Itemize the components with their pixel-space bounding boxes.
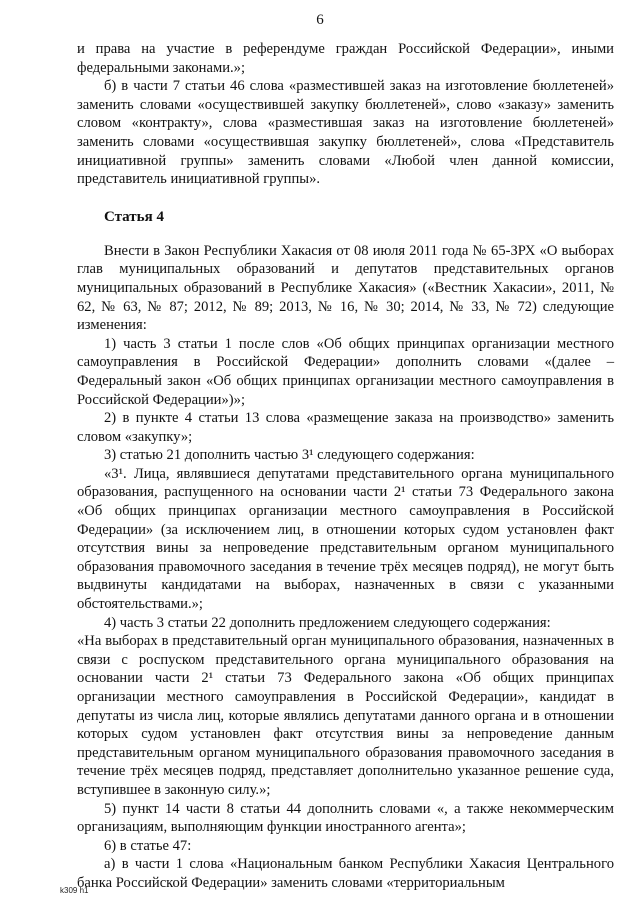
document-body — [77, 40, 614, 893]
paragraph: «На выборах в представительный орган муниципального образования, назначенных в связи с роспуском представительного органа муниципального образования на основании части 2¹ статьи 73 Федерального закона «Об общих принципах организации местного самоуправления в Российской Федерации», кандидат в депутаты из числа лиц, которые являлись депутатами данного органа и в отношении которых судом установлен факт отсутствия вины за непроведение данным представительным органом муниципального образования правомочного заседания в течение трёх месяцев подряд, представляет дополнительно указанное решение суда, вступившее в законную силу.»; — [77, 633, 614, 798]
paragraph: 4) часть 3 статьи 22 дополнить предложением следующего содержания: — [104, 614, 551, 631]
paragraphs-top — [77, 40, 614, 189]
paragraph: 3) статью 21 дополнить частью 3¹ следующего содержания: — [104, 447, 475, 464]
paragraph: Внести в Закон Республики Хакасия от 08 июля 2011 года № 65-ЗРХ «О выборах глав муниципальных образований и депутатов представительных органов муниципальных образований в Республике Хакасия» («Вестник Хакасии», 2011, № 62, № 63, № 87; 2012, № 89; 2013, № 16, № 30; 2014, № 33, № 72) следующие изменения: — [77, 242, 614, 334]
paragraph: а) в части 1 слова «Национальным банком Республики Хакасия Центрального банка Российской Федерации» заменить словами «территориальным — [77, 856, 614, 891]
article-heading: Статья 4 — [104, 208, 164, 225]
paragraph: 1) часть 3 статьи 1 после слов «Об общих принципах организации местного самоуправления в Российской Федерации» дополнить словами «(далее – Федеральный закон «Об общих принципах организации местного самоуправления в Российской Федерации»)»; — [77, 335, 614, 408]
paragraph: б) в части 7 статьи 46 слова «разместившей заказ на изготовление бюллетеней» заменить словами «осуществившей закупку бюллетеней», слово «заказу» заменить словом «контракту», слова «разместившая заказ на изготовление бюллетеней» заменить словами «осуществившая закупку бюллетеней», слова «Представитель инициативной группы» заменить словами «Любой член данной комиссии, представитель инициативной группы». — [77, 78, 614, 188]
paragraph: и права на участие в референдуме граждан Российской Федерации», иными федеральными законами.»; — [77, 41, 614, 76]
paragraph: 5) пункт 14 части 8 статьи 44 дополнить словами «, а также некоммерческим организациям, выполняющим функции иностранного агента»; — [77, 800, 614, 836]
paragraph: «3¹. Лица, являвшиеся депутатами представительного органа муниципального образования, распущенного на основании части 2¹ статьи 73 Федерального закона «Об общих принципах организации местного самоуправления в Российской Федерации» (за исключением лиц, в отношении которых судом установлен факт отсутствия вины за непроведение представительным органом муниципального образования правомочного заседания в течение трёх месяцев подряд), не могут быть выдвинуты кандидатами на выборах, назначенных в связи с указанными обстоятельствами.»; — [77, 465, 614, 613]
paragraphs-bottom — [77, 242, 614, 893]
page-number: 6 — [316, 12, 324, 28]
paragraph: 6) в статье 47: — [104, 837, 192, 854]
paragraph: 2) в пункте 4 статьи 13 слова «размещение заказа на производство» заменить словом «закупку»; — [77, 410, 614, 445]
footer-code: k309 h1 — [60, 886, 89, 895]
